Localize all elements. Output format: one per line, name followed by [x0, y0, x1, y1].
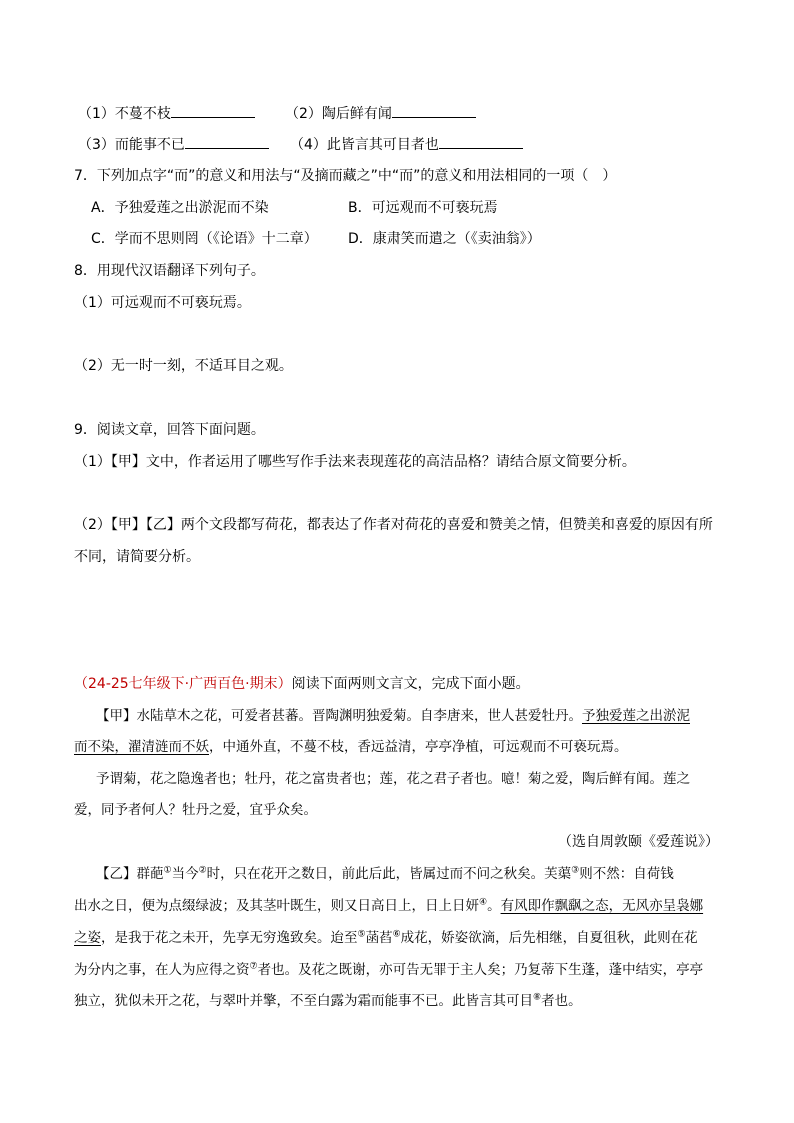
yi-text: 则不然：自荷钱 [579, 866, 674, 882]
jia-text: ，中通外直，不蔓不枝，香远益清，亭亭净植，可远观而不可亵玩焉。 [209, 739, 628, 755]
yi-text: 【乙】群葩 [96, 866, 164, 882]
footnote-marker: ⑦ [249, 961, 258, 972]
q6-item-3-text: （3）而能事不已 [78, 137, 185, 153]
yi-text: 为分内之事，在人为应得之资 [74, 962, 250, 978]
q7-option-c: C．学而不思则罔（《论语》十二章） [91, 231, 318, 247]
answer-blank[interactable] [185, 134, 269, 149]
q6-item-4-text: （4）此皆言其可目者也 [290, 137, 439, 153]
yi-underlined-text: 之姿 [74, 930, 101, 946]
footnote-marker: ② [198, 865, 207, 876]
yi-text: 当今 [171, 866, 199, 882]
yi-line-4 [74, 960, 703, 980]
yi-text: 时，只在花开之数日，前此后此，皆属过而不问之秋矣。芙蕖 [206, 866, 572, 882]
section-intro [74, 674, 530, 694]
jia-line-4: 爱，同予者何人？牡丹之爱，宜乎众矣。 [74, 802, 317, 818]
jia-source: （选自周敦颐《爱莲说》） [558, 834, 719, 850]
jia-line-1 [96, 706, 690, 726]
yi-text: 独立，犹似未开之花，与翠叶并擎，不至白露为霜而能事不已。此皆言其可目 [74, 993, 533, 1009]
q6-item-4 [290, 134, 523, 155]
yi-text: 者也。及花之既谢，亦可告无罪于主人矣；乃复蒂下生蓬，蓬中结实，亭亭 [257, 962, 704, 978]
q7-stem: 7．下列加点字“而”的意义和用法与“及摘而藏之”中“而”的意义和用法相同的一项（ ） [74, 168, 617, 184]
q9-stem: 9．阅读文章，回答下面问题。 [74, 422, 265, 438]
answer-blank[interactable] [171, 103, 255, 118]
jia-underlined-text: 而不染，濯清涟而不妖 [74, 739, 209, 755]
jia-line-3: 予谓菊，花之隐逸者也；牡丹，花之富贵者也；莲，花之君子者也。噫！菊之爱，陶后鲜有闻。莲之 [96, 771, 690, 787]
answer-blank[interactable] [392, 103, 476, 118]
q6-item-1 [78, 103, 255, 124]
q8-stem: 8．用现代汉语翻译下列句子。 [74, 263, 265, 279]
jia-text: 【甲】水陆草木之花，可爱者甚蕃。晋陶渊明独爱菊。自李唐来，世人甚爱牡丹。 [96, 708, 582, 724]
q6-item-3 [78, 134, 269, 155]
q7-option-d: D．康肃笑而遣之（《卖油翁》） [348, 231, 541, 247]
q8-item-1: （1）可远观而不可亵玩焉。 [74, 295, 251, 311]
q6-item-2-text: （2）陶后鲜有闻 [285, 106, 392, 122]
footnote-marker: ① [163, 865, 172, 876]
footnote-marker: ③ [571, 865, 580, 876]
q9-item-2-line-1: （2）【甲】【乙】两个文段都写荷花，都表达了作者对荷花的喜爱和赞美之情，但赞美和喜爱的原因有所 [74, 517, 713, 533]
yi-text: 者也。 [541, 993, 582, 1009]
yi-text: 。 [487, 898, 501, 914]
section-instruction: 阅读下面两则文言文，完成下面小题。 [291, 676, 530, 692]
q7-option-b: B．可远观而不可亵玩焉 [348, 200, 498, 216]
yi-text: 成花，娇姿欲滴，后先相继，自夏徂秋，此则在花 [400, 930, 698, 946]
question-source-tag: （24-25七年级下·广西百色·期末） [74, 676, 292, 692]
q7-option-a: A．予独爱莲之出淤泥而不染 [91, 200, 269, 216]
answer-blank[interactable] [439, 134, 523, 149]
footnote-marker: ⑤ [357, 929, 366, 940]
q8-item-2: （2）无一时一刻，不适耳目之观。 [74, 358, 293, 374]
jia-underlined-text: 予独爱莲之出淤泥 [582, 708, 690, 724]
q9-item-1: （1）【甲】文中，作者运用了哪些写作手法来表现莲花的高洁品格？请结合原文简要分析。 [74, 454, 636, 470]
yi-line-5 [74, 991, 582, 1011]
yi-underlined-text: 有风即作飘飖之态，无风亦呈袅娜 [500, 898, 704, 914]
yi-text: 菡萏 [365, 930, 393, 946]
jia-line-2 [74, 737, 628, 757]
yi-text: ，是我于花之未开，先享无穷逸致矣。迨至 [101, 930, 358, 946]
q6-item-1-text: （1）不蔓不枝 [78, 106, 171, 122]
yi-line-3 [74, 928, 698, 948]
footnote-marker: ⑥ [392, 929, 401, 940]
footnote-marker: ⑧ [533, 992, 542, 1003]
yi-text: 出水之日，便为点缀绿波；及其茎叶既生，则又日高日上，日上日妍 [74, 898, 479, 914]
q9-item-2-line-2: 不同，请简要分析。 [74, 549, 200, 565]
q6-item-2 [285, 103, 476, 124]
yi-line-2 [74, 896, 703, 916]
yi-line-1 [96, 864, 674, 884]
footnote-marker: ④ [479, 897, 488, 908]
